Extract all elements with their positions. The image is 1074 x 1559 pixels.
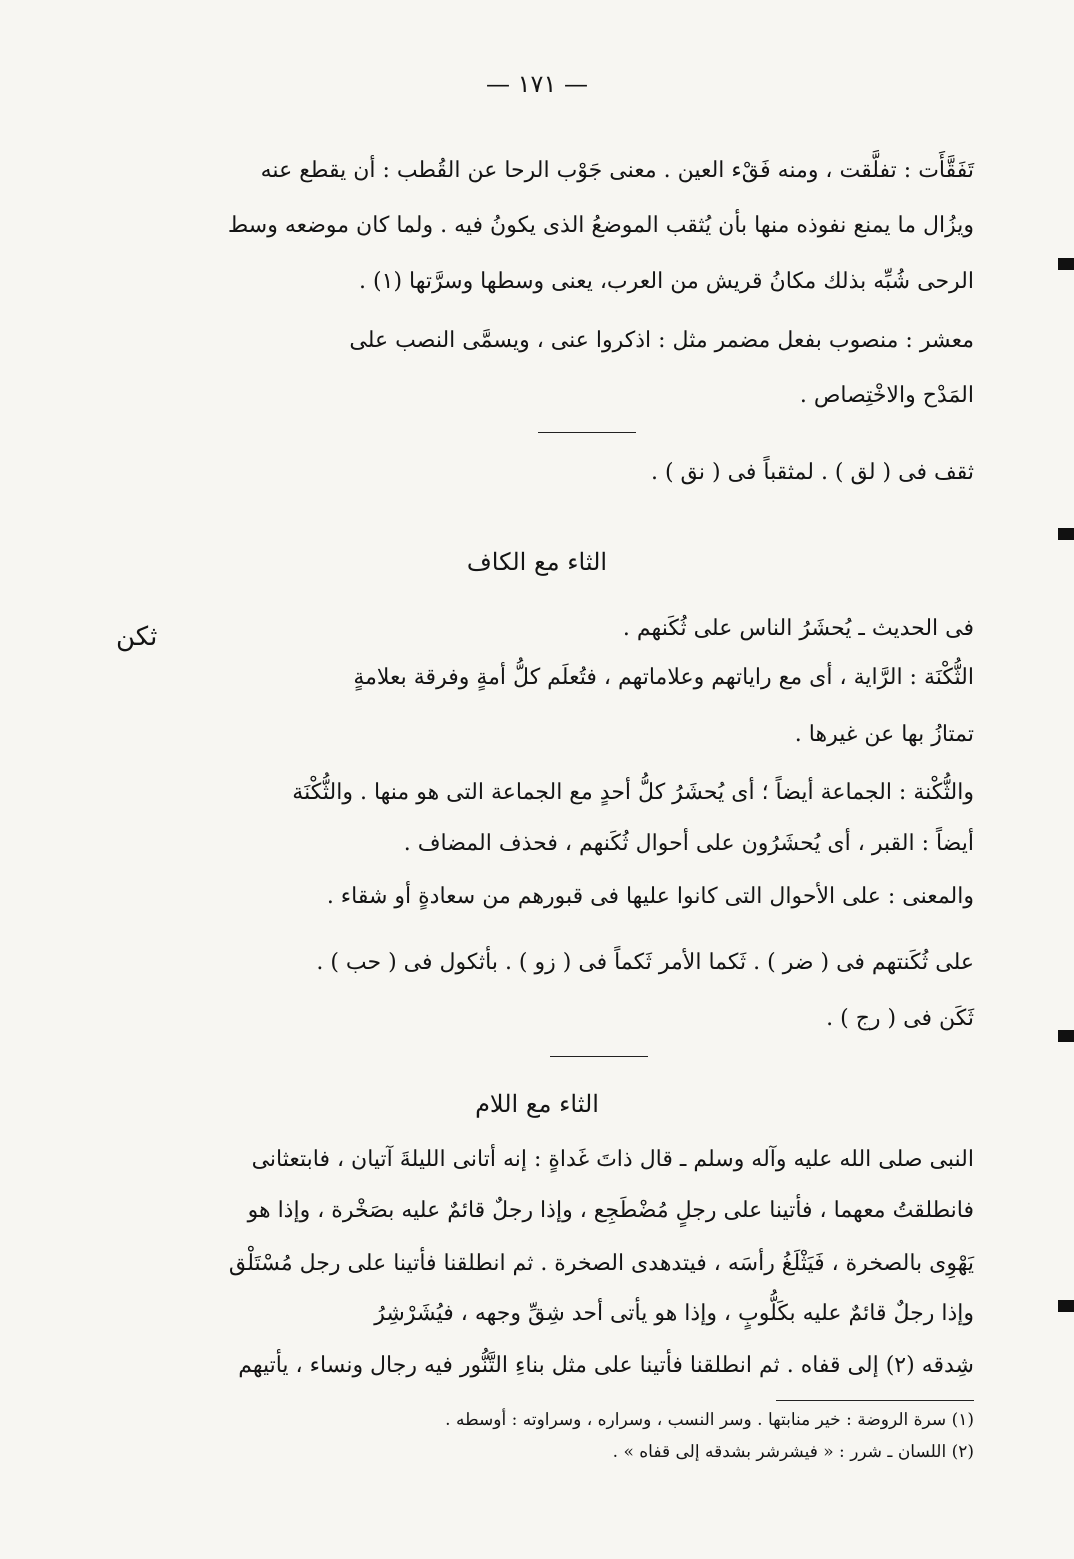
- footnote: (٢) اللسان ـ شرر : « فيشرشر بشدقه إلى قفاه » .: [612, 1442, 974, 1462]
- footnote: (١) سرة الروضة : خير منابتها . وسر النسب ، وسراره ، وسراوته : أوسطه .: [445, 1410, 974, 1430]
- scan-edge-mark: [1058, 1300, 1074, 1312]
- text-line: الثُّكْنَة : الرَّاية ، أى مع راياتهم وعلاماتهم ، فتُعلَم كلُّ أمةٍ وفرقة بعلامةٍ: [353, 665, 974, 690]
- page-number: — ١٧١ —: [486, 70, 588, 98]
- text-line: يَهْوِى بالصخرة ، فَيَثْلَغُ رأسَه ، فيتدهدى الصخرة . ثم انطلقنا فأتينا على رجل مُسْتَلْق: [228, 1251, 974, 1276]
- cross-reference-line: على ثُكَنتهم فى ( ضر ) . ثَكما الأمر ثَكماً فى ( زو ) . بأثكول فى ( حب ) .: [316, 950, 974, 975]
- section-divider: [538, 432, 636, 433]
- text-line: أيضاً : القبر ، أى يُحشَرُون على أحوال ثُكَنهم ، فحذف المضاف .: [403, 831, 974, 856]
- text-line: تَفَقَّأَت : تفلَّقت ، ومنه فَقْء العين . معنى جَوْب الرحا عن القُطب : أن يقطع عنه: [260, 158, 974, 183]
- footnote-divider: [776, 1400, 974, 1401]
- scan-edge-mark: [1058, 528, 1074, 540]
- text-line: وإذا رجلٌ قائمٌ عليه بكَلُّوبٍ ، وإذا هو يأتى أحد شِقِّ وجهه ، فيُشَرْشِرُ: [374, 1301, 974, 1326]
- text-line: تمتازُ بها عن غيرها .: [794, 722, 974, 747]
- section-heading: الثاء مع اللام: [475, 1090, 599, 1118]
- text-line: الرحى شُبِّه بذلك مكانُ قريش من العرب، يعنى وسطها وسرَّتها (١) .: [359, 269, 974, 294]
- cross-reference-line: ثقف فى ( لق ) . لمثقباً فى ( نق ) .: [650, 460, 974, 485]
- text-line: والمعنى : على الأحوال التى كانوا عليها فى قبورهم من سعادةٍ أو شقاء .: [326, 884, 974, 909]
- scan-edge-mark: [1058, 1030, 1074, 1042]
- text-line: معشر : منصوب بفعل مضمر مثل : اذكروا عنى ، ويسمَّى النصب على: [349, 328, 974, 353]
- scan-edge-mark: [1058, 258, 1074, 270]
- text-line: المَدْح والاخْتِصاص .: [799, 383, 974, 408]
- text-line: والثُّكْنة : الجماعة أيضاً ؛ أى يُحشَرُ كلُّ أحدٍ مع الجماعة التى هو منها . والثُّكْنَة: [292, 780, 974, 805]
- section-heading: الثاء مع الكاف: [466, 548, 608, 576]
- text-line: ويزُال ما يمنع نفوذه منها بأن يُثقب الموضعُ الذى يكونُ فيه . ولما كان موضعه وسط: [227, 213, 974, 238]
- text-line: فى الحديث ـ يُحشَرُ الناس على ثُكَنهم .: [622, 616, 974, 641]
- text-line: فانطلقتُ معهما ، فأتينا على رجلٍ مُضْطَجِع ، وإذا رجلٌ قائمٌ عليه بصَخْرة ، وإذا هو: [247, 1198, 974, 1223]
- cross-reference-line: ثَكَن فى ( رج ) .: [826, 1006, 974, 1031]
- text-line: شِدقه (٢) إلى قفاه . ثم انطلقنا فأتينا على مثل بناءِ التَّنُّور فيه رجال ونساء ، يأتيهم: [238, 1353, 974, 1378]
- section-divider: [550, 1056, 648, 1057]
- text-line: النبى صلى الله عليه وآله وسلم ـ قال ذاتَ غَداةٍ : إنه أتانى الليلةَ آتيان ، فابتعثانى: [251, 1147, 974, 1172]
- margin-root-word: ثكن: [116, 622, 158, 652]
